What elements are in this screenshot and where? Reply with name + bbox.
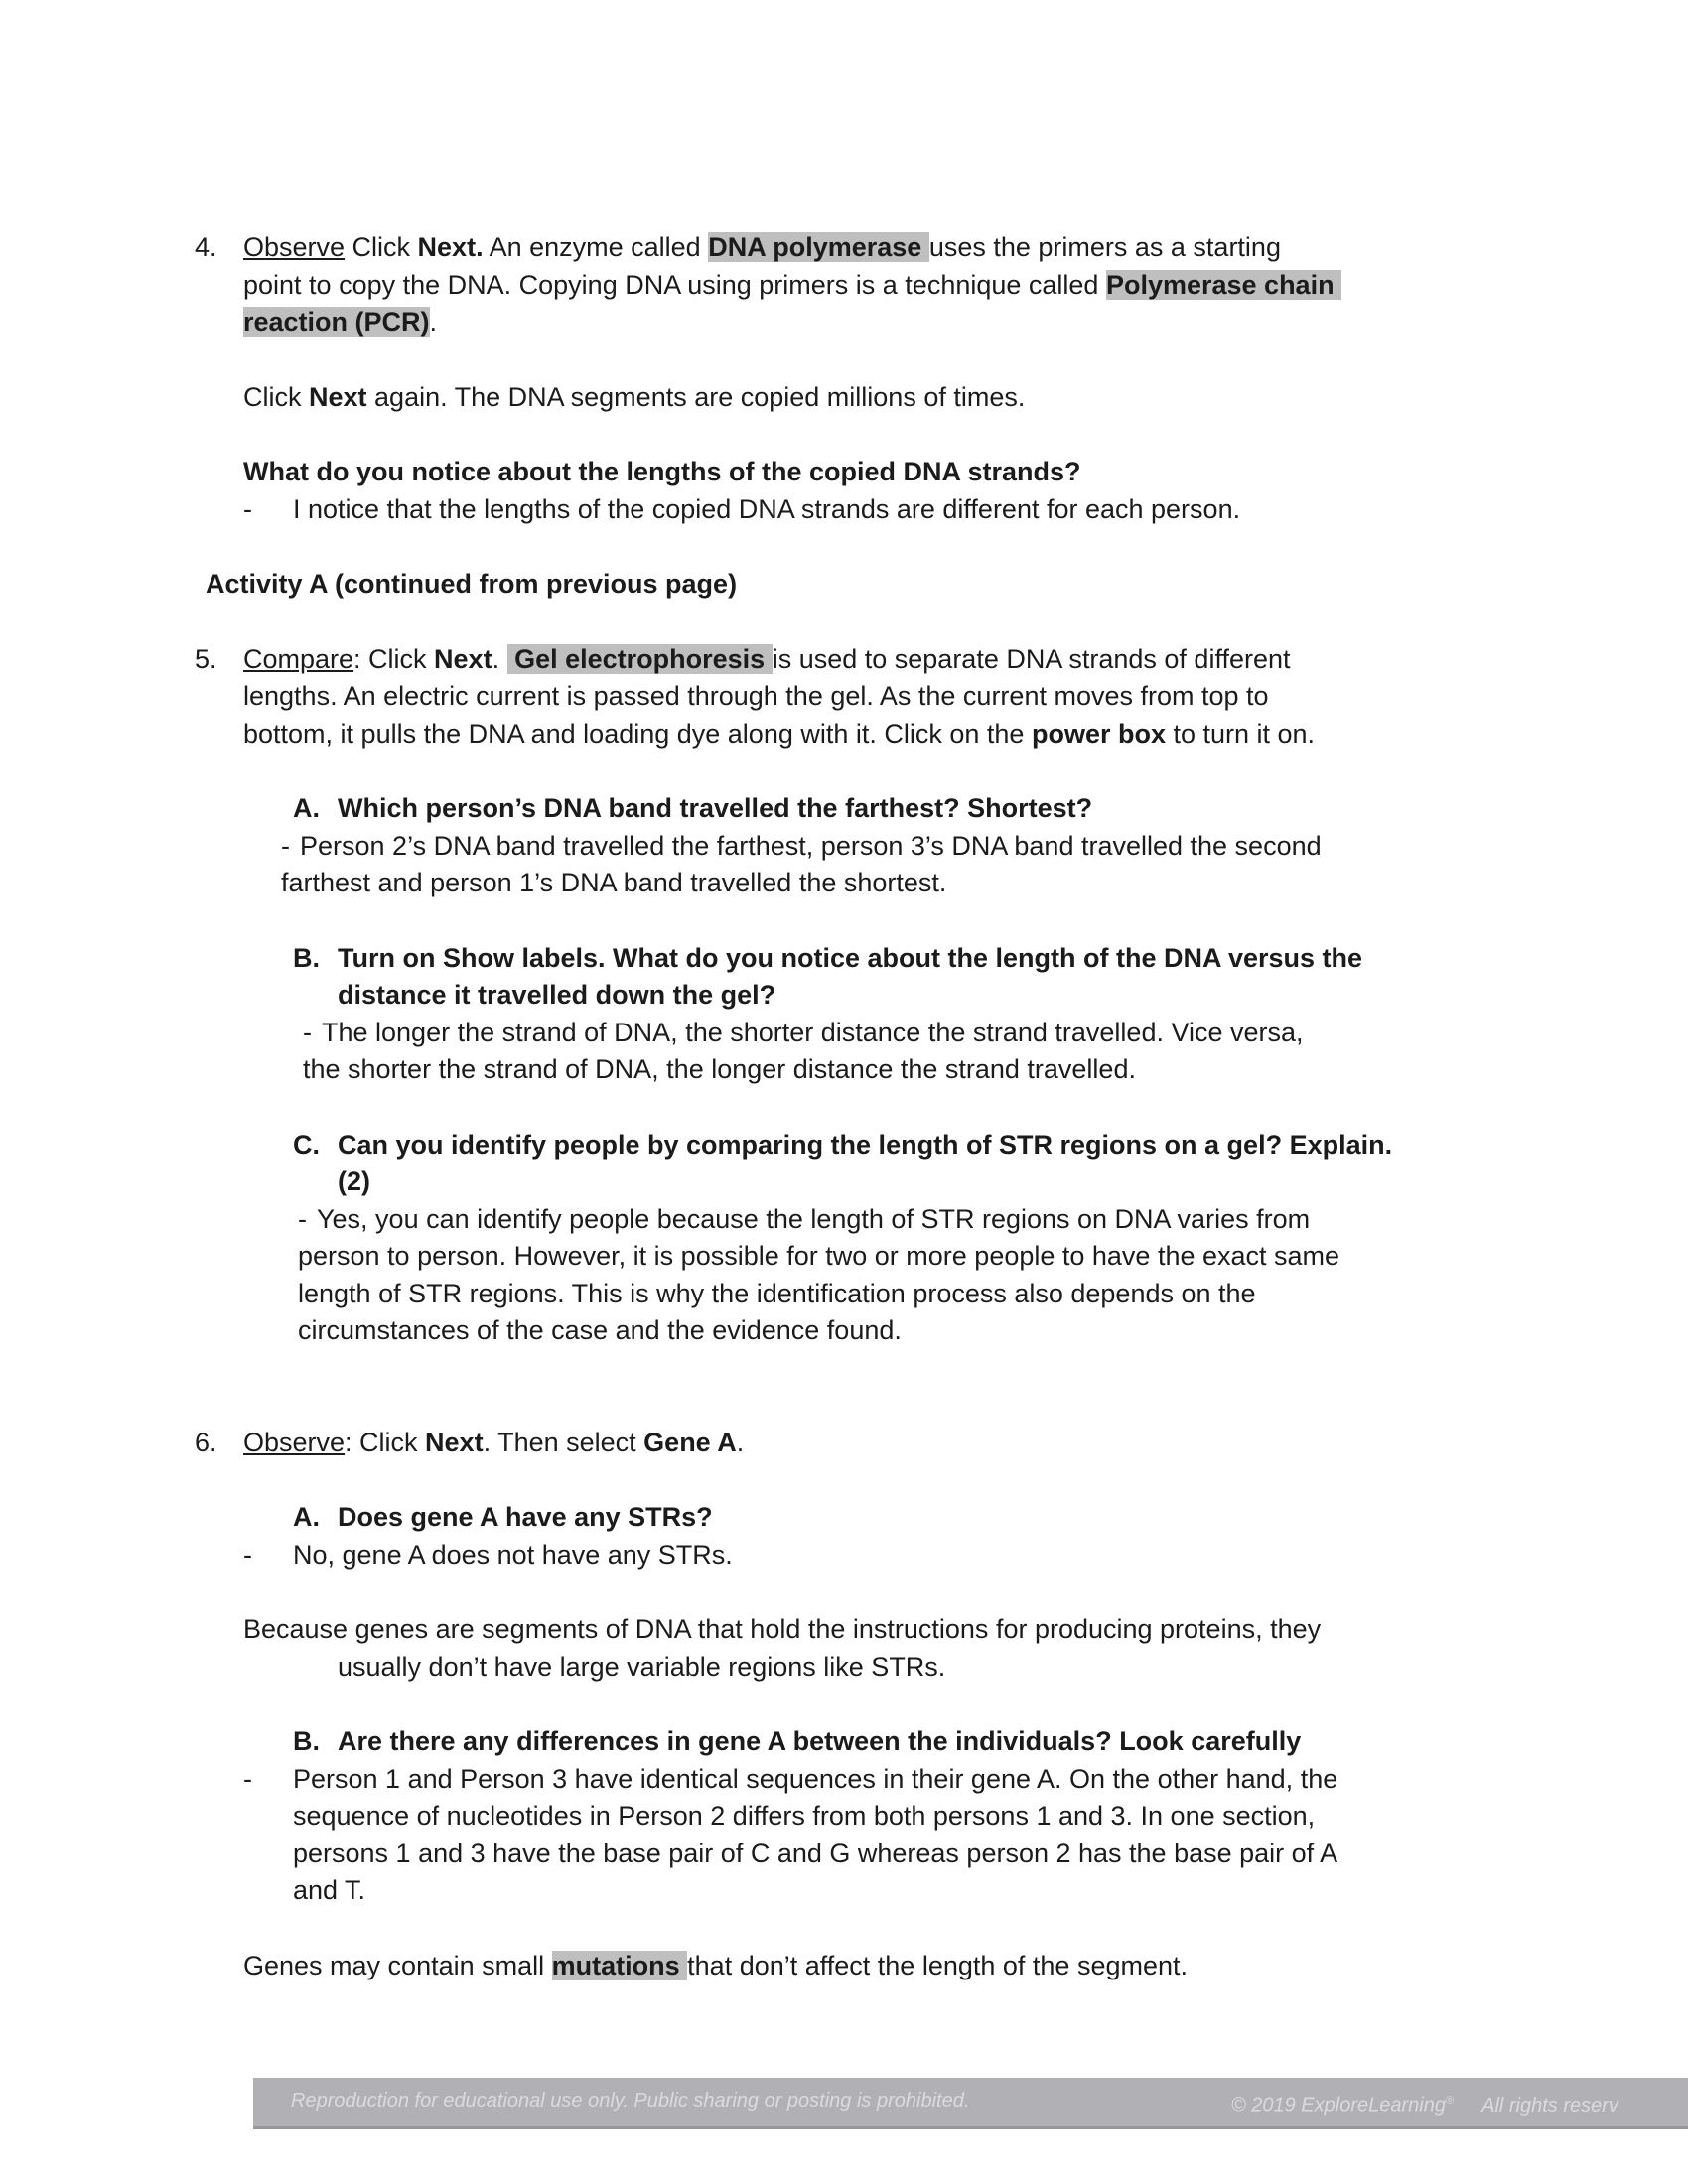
question-5c-answer-text: Yes, you can identify people because the length of STR regions on DNA varies from person to person. However, it is possible for two or more people to have the exact same length of STR regions. This is why the identification process also depends on the circumstances of the case and the evidence found. — [298, 1203, 1347, 1345]
footer-reproduction-notice: Reproduction for educational use only. Public sharing or posting is prohibited. — [291, 2090, 970, 2112]
question-5-text: Compare: Click Next. Gel electrophoresis is used to separate DNA strands of different lengths. An electric current is passed through the gel. As the current moves from top to bottom, it pulls the DNA and loading dye along with it. Click on the power box to turn it on. — [243, 643, 1316, 749]
question-4-text: Observe Click Next. An enzyme called DNA polymerase uses the primers as a starting point to copy the DNA. Copying DNA using primers is a technique called Polymerase chain reaction (PCR). — [243, 232, 1342, 337]
footer-copyright-text: © 2019 ExploreLearning — [1231, 2094, 1446, 2116]
question-5b-letter: B. — [293, 942, 320, 973]
question-4-subquestion: What do you notice about the lengths of the copied DNA strands? — [243, 457, 1081, 486]
question-5a-answer — [281, 828, 1338, 902]
registered-trademark-symbol: ® — [1446, 2095, 1455, 2107]
question-6-closing: Genes may contain small mutations that don’t affect the length of the segment. — [243, 1950, 1189, 1980]
question-4-number: 4. — [195, 232, 217, 262]
question-5b — [293, 940, 1430, 1015]
answer-dash: - — [298, 1203, 307, 1234]
question-5 — [195, 641, 1340, 753]
question-6a-letter: A. — [293, 1502, 320, 1532]
question-5b-answer — [303, 1015, 1336, 1089]
footer-rights-text: All rights reserv — [1481, 2094, 1618, 2116]
question-5c — [293, 1127, 1430, 1201]
question-6-text: Observe: Click Next. Then select Gene A. — [243, 1427, 745, 1457]
question-4-note: Click Next again. The DNA segments are copied millions of times. — [243, 381, 1026, 412]
question-6a — [293, 1499, 1430, 1537]
question-6b — [293, 1723, 1430, 1761]
question-6 — [195, 1425, 1340, 1462]
answer-dash: - — [243, 1539, 252, 1570]
question-5a-letter: A. — [293, 793, 320, 823]
question-5c-text: Can you identify people by comparing the length of STR regions on a gel? Explain. (2) — [338, 1129, 1400, 1196]
answer-dash: - — [243, 493, 252, 524]
question-6-number: 6. — [195, 1427, 217, 1457]
question-6a-answer-text: No, gene A does not have any STRs. — [293, 1539, 733, 1570]
question-6b-answer-text: Person 1 and Person 3 have identical sequences in their gene A. On the other hand, the sequence of nucleotides in Person 2 differs from both persons 1 and 3. In one section, persons 1 and 3 have the base pair of C and G whereas person 2 has the base pair of A and T. — [293, 1763, 1345, 1905]
footer-bar — [253, 2078, 1688, 2129]
question-6b-answer — [243, 1761, 1360, 1910]
question-6-note: Because genes are segments of DNA that hold the instructions for producing proteins, they usually don’t have large variable regions like STRs. — [243, 1614, 1329, 1682]
question-5b-answer-text: The longer the strand of DNA, the shorter distance the strand travelled. Vice versa, the shorter the strand of DNA, the longer distance the strand travelled. — [303, 1017, 1312, 1084]
activity-heading: Activity A (continued from previous page) — [206, 569, 738, 599]
question-4 — [195, 229, 1342, 341]
answer-dash: - — [281, 830, 290, 861]
question-4-answer-text: I notice that the lengths of the copied DNA strands are different for each person. — [293, 493, 1241, 524]
answer-dash: - — [243, 1763, 252, 1794]
question-5c-letter: C. — [293, 1129, 320, 1160]
answer-dash: - — [303, 1017, 312, 1047]
question-6b-letter: B. — [293, 1726, 320, 1756]
question-6b-text: Are there any differences in gene A between the individuals? Look carefully — [338, 1726, 1302, 1756]
question-5b-text: Turn on Show labels. What do you notice about the length of the DNA versus the distance it travelled down the gel? — [338, 942, 1370, 1010]
question-5a-text: Which person’s DNA band travelled the farthest? Shortest? — [338, 793, 1093, 823]
question-4-answer — [243, 491, 1360, 529]
question-5a — [293, 790, 1430, 828]
question-5c-answer — [298, 1201, 1347, 1350]
question-5-number: 5. — [195, 643, 217, 674]
question-6a-answer — [243, 1537, 1360, 1574]
question-6a-text: Does gene A have any STRs? — [338, 1502, 713, 1532]
footer-copyright — [1231, 2078, 1618, 2128]
question-5a-answer-text: Person 2’s DNA band travelled the farthest, person 3’s DNA band travelled the second farthest and person 1’s DNA band travelled the shortest. — [281, 830, 1330, 897]
